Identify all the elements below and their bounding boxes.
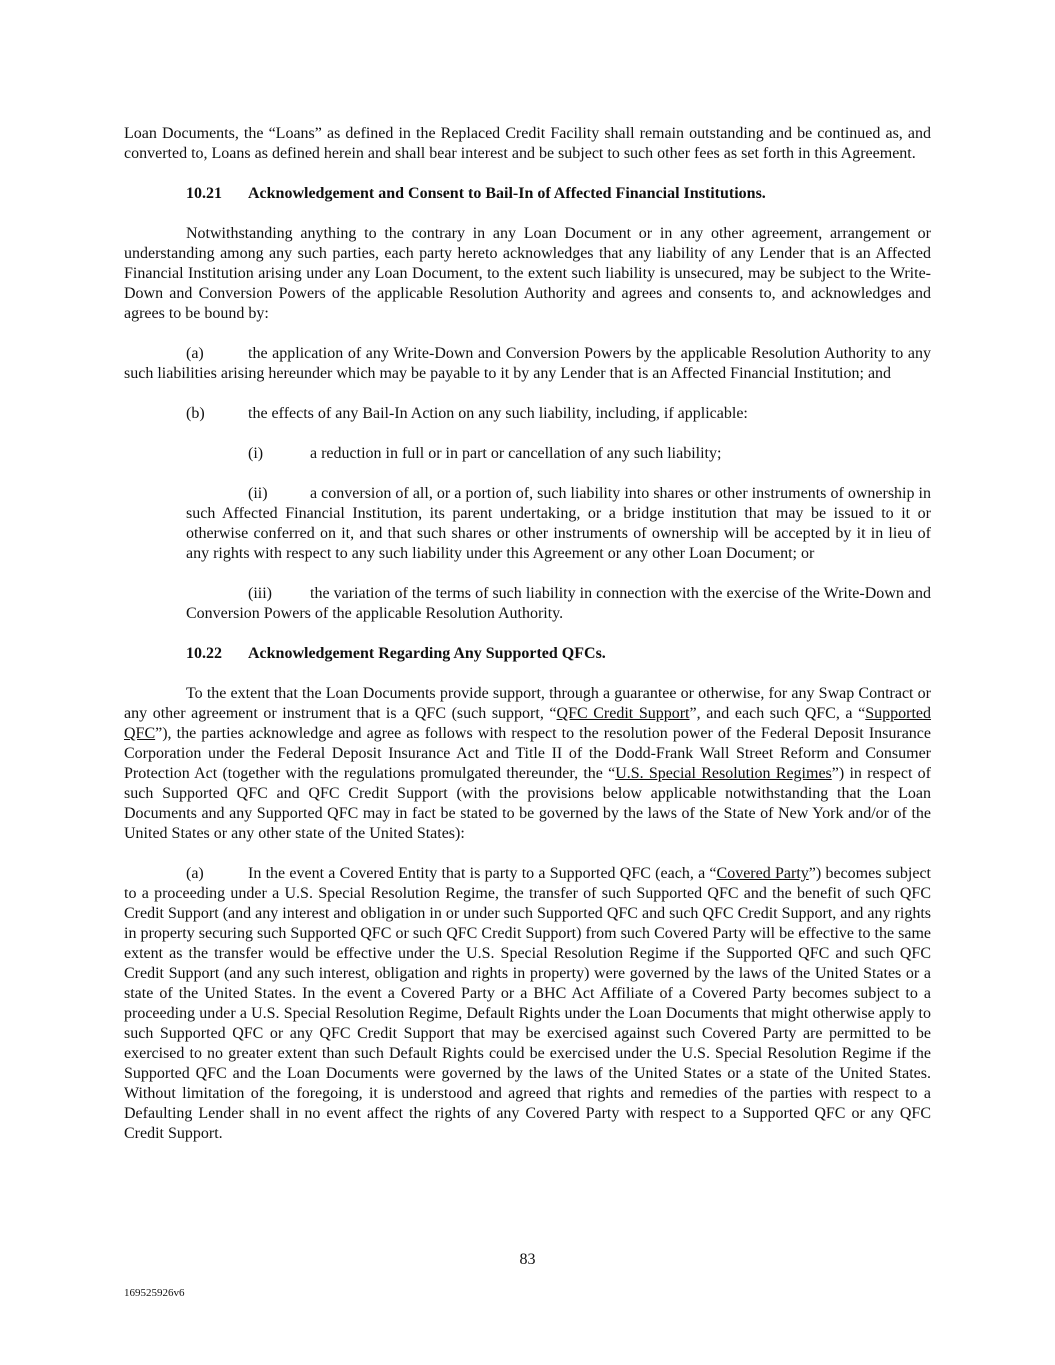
section-number: 10.21 xyxy=(186,185,222,202)
body-text: To the extent that the Loan Documents provide support, through a guarantee or otherwise, for any Swap Contract or any other agreement or instrument that is a QFC (such support, “ xyxy=(124,685,931,722)
body-text: ”) in respect of such Supported QFC and QFC Credit Support (with the provisions below applicable notwithstanding that the Loan Documents and any Supported QFC may in fact be stated to be governed by the laws of the State of New York and/or of the United States or any other state of the United States): xyxy=(124,765,931,842)
document-page xyxy=(124,124,931,1164)
clause-text: the effects of any Bail-In Action on any such liability, including, if applicable: xyxy=(248,405,748,422)
section-10-21-body: Notwithstanding anything to the contrary in any Loan Document or in any other agreement, arrangement or understanding among any such parties, each party hereto acknowledges that any liability of any Lender that is an Affected Financial Institution arising under any Loan Document, to the extent such liability is unsecured, may be subject to the Write-Down and Conversion Powers of the applicable Resolution Authority and agrees and consents to, and acknowledges and agrees to be bound by: xyxy=(124,225,931,322)
section-10-21-heading xyxy=(186,184,931,204)
clause-text: the application of any Write-Down and Conversion Powers by the applicable Resolution Authority to any such liabilities arising hereunder which may be payable to it by any Lender that is an Affected Financial Institution; and xyxy=(124,345,931,382)
subclause-i xyxy=(186,444,931,464)
section-10-22-body xyxy=(124,684,931,844)
clause-label: (a) xyxy=(186,345,204,362)
subclause-label: (i) xyxy=(248,445,264,462)
clause-label: (a) xyxy=(186,865,204,882)
defined-term-covered-party: Covered Party xyxy=(716,865,809,882)
intro-paragraph: Loan Documents, the “Loans” as defined in the Replaced Credit Facility shall remain outstanding and be continued as, and converted to, Loans as defined herein and shall bear interest and be subject to such other fees as set forth in this Agreement. xyxy=(124,125,931,162)
page-number: 83 xyxy=(519,1251,536,1268)
clause-b xyxy=(124,404,931,424)
clause-text: In the event a Covered Entity that is party to a Supported QFC (each, a “ xyxy=(248,865,717,882)
subclause-text: the variation of the terms of such liability in connection with the exercise of the Write-Down and Conversion Powers of the applicable Resolution Authority. xyxy=(186,585,931,622)
section-10-22-heading xyxy=(186,644,931,664)
subclause-ii xyxy=(186,484,931,564)
section-number: 10.22 xyxy=(186,645,222,662)
defined-term-us-special-resolution-regimes: U.S. Special Resolution Regimes xyxy=(615,765,832,782)
clause-label: (b) xyxy=(186,405,205,422)
clause-text: ”) becomes subject to a proceeding under a U.S. Special Resolution Regime, the transfer of such Supported QFC and the benefit of such QFC Credit Support (and any interest and obligation in or under such Supported QFC and such QFC Credit Support, and any rights in property securing such Supported QFC or such QFC Credit Support) from such Covered Party will be effective to the same extent as the transfer would be effective under the U.S. Special Resolution Regime if the Supported QFC and such QFC Credit Support (and any such interest, obligation and rights in property) were governed by the laws of the United States or a state of the United States. In the event a Covered Party or a BHC Act Affiliate of a Covered Party becomes subject to a proceeding under a U.S. Special Resolution Regime, Default Rights under the Loan Documents that might otherwise apply to such Supported QFC or any QFC Credit Support that may be exercised against such Covered Party are permitted to be exercised to no greater extent than such Default Rights could be exercised under the U.S. Special Resolution Regime if the Supported QFC and the Loan Documents were governed by the laws of the United States or a state of the United States. Without limitation of the foregoing, it is understood and agreed that rights and remedies of the parties with respect to a Defaulting Lender shall in no event affect the rights of any Covered Party with respect to a Supported QFC or any QFC Credit Support. xyxy=(124,865,931,1142)
section-10-22-clause-a xyxy=(124,864,931,1144)
defined-term-qfc-credit-support: QFC Credit Support xyxy=(556,705,690,722)
document-id: 169525926v6 xyxy=(124,1287,185,1299)
subclause-text: a reduction in full or in part or cancellation of any such liability; xyxy=(310,445,722,462)
subclause-iii xyxy=(186,584,931,624)
defined-term-supported-qfc: Supported QFC xyxy=(124,705,932,742)
section-title: Acknowledgement and Consent to Bail-In of Affected Financial Institutions. xyxy=(248,185,766,202)
clause-a xyxy=(124,344,931,384)
body-text: ”), the parties acknowledge and agree as follows with respect to the resolution power of the Federal Deposit Insurance Corporation under the Federal Deposit Insurance Act and Title II of the Dodd-Frank Wall Street Reform and Consumer Protection Act (together with the regulations promulgated thereunder, the “ xyxy=(124,725,931,782)
subclause-label: (iii) xyxy=(248,585,272,602)
body-text: ”, and each such QFC, a “ xyxy=(689,705,866,722)
subclause-text: a conversion of all, or a portion of, such liability into shares or other instruments of ownership in such Affected Financial Institution, its parent undertaking, or a bridge institution that may be issued to it or otherwise conferred on it, and that such shares or other instruments of ownership will be accepted by it in lieu of any rights with respect to any such liability under this Agreement or any other Loan Document; or xyxy=(186,485,931,562)
section-title: Acknowledgement Regarding Any Supported QFCs. xyxy=(248,645,606,662)
subclause-label: (ii) xyxy=(248,485,268,502)
